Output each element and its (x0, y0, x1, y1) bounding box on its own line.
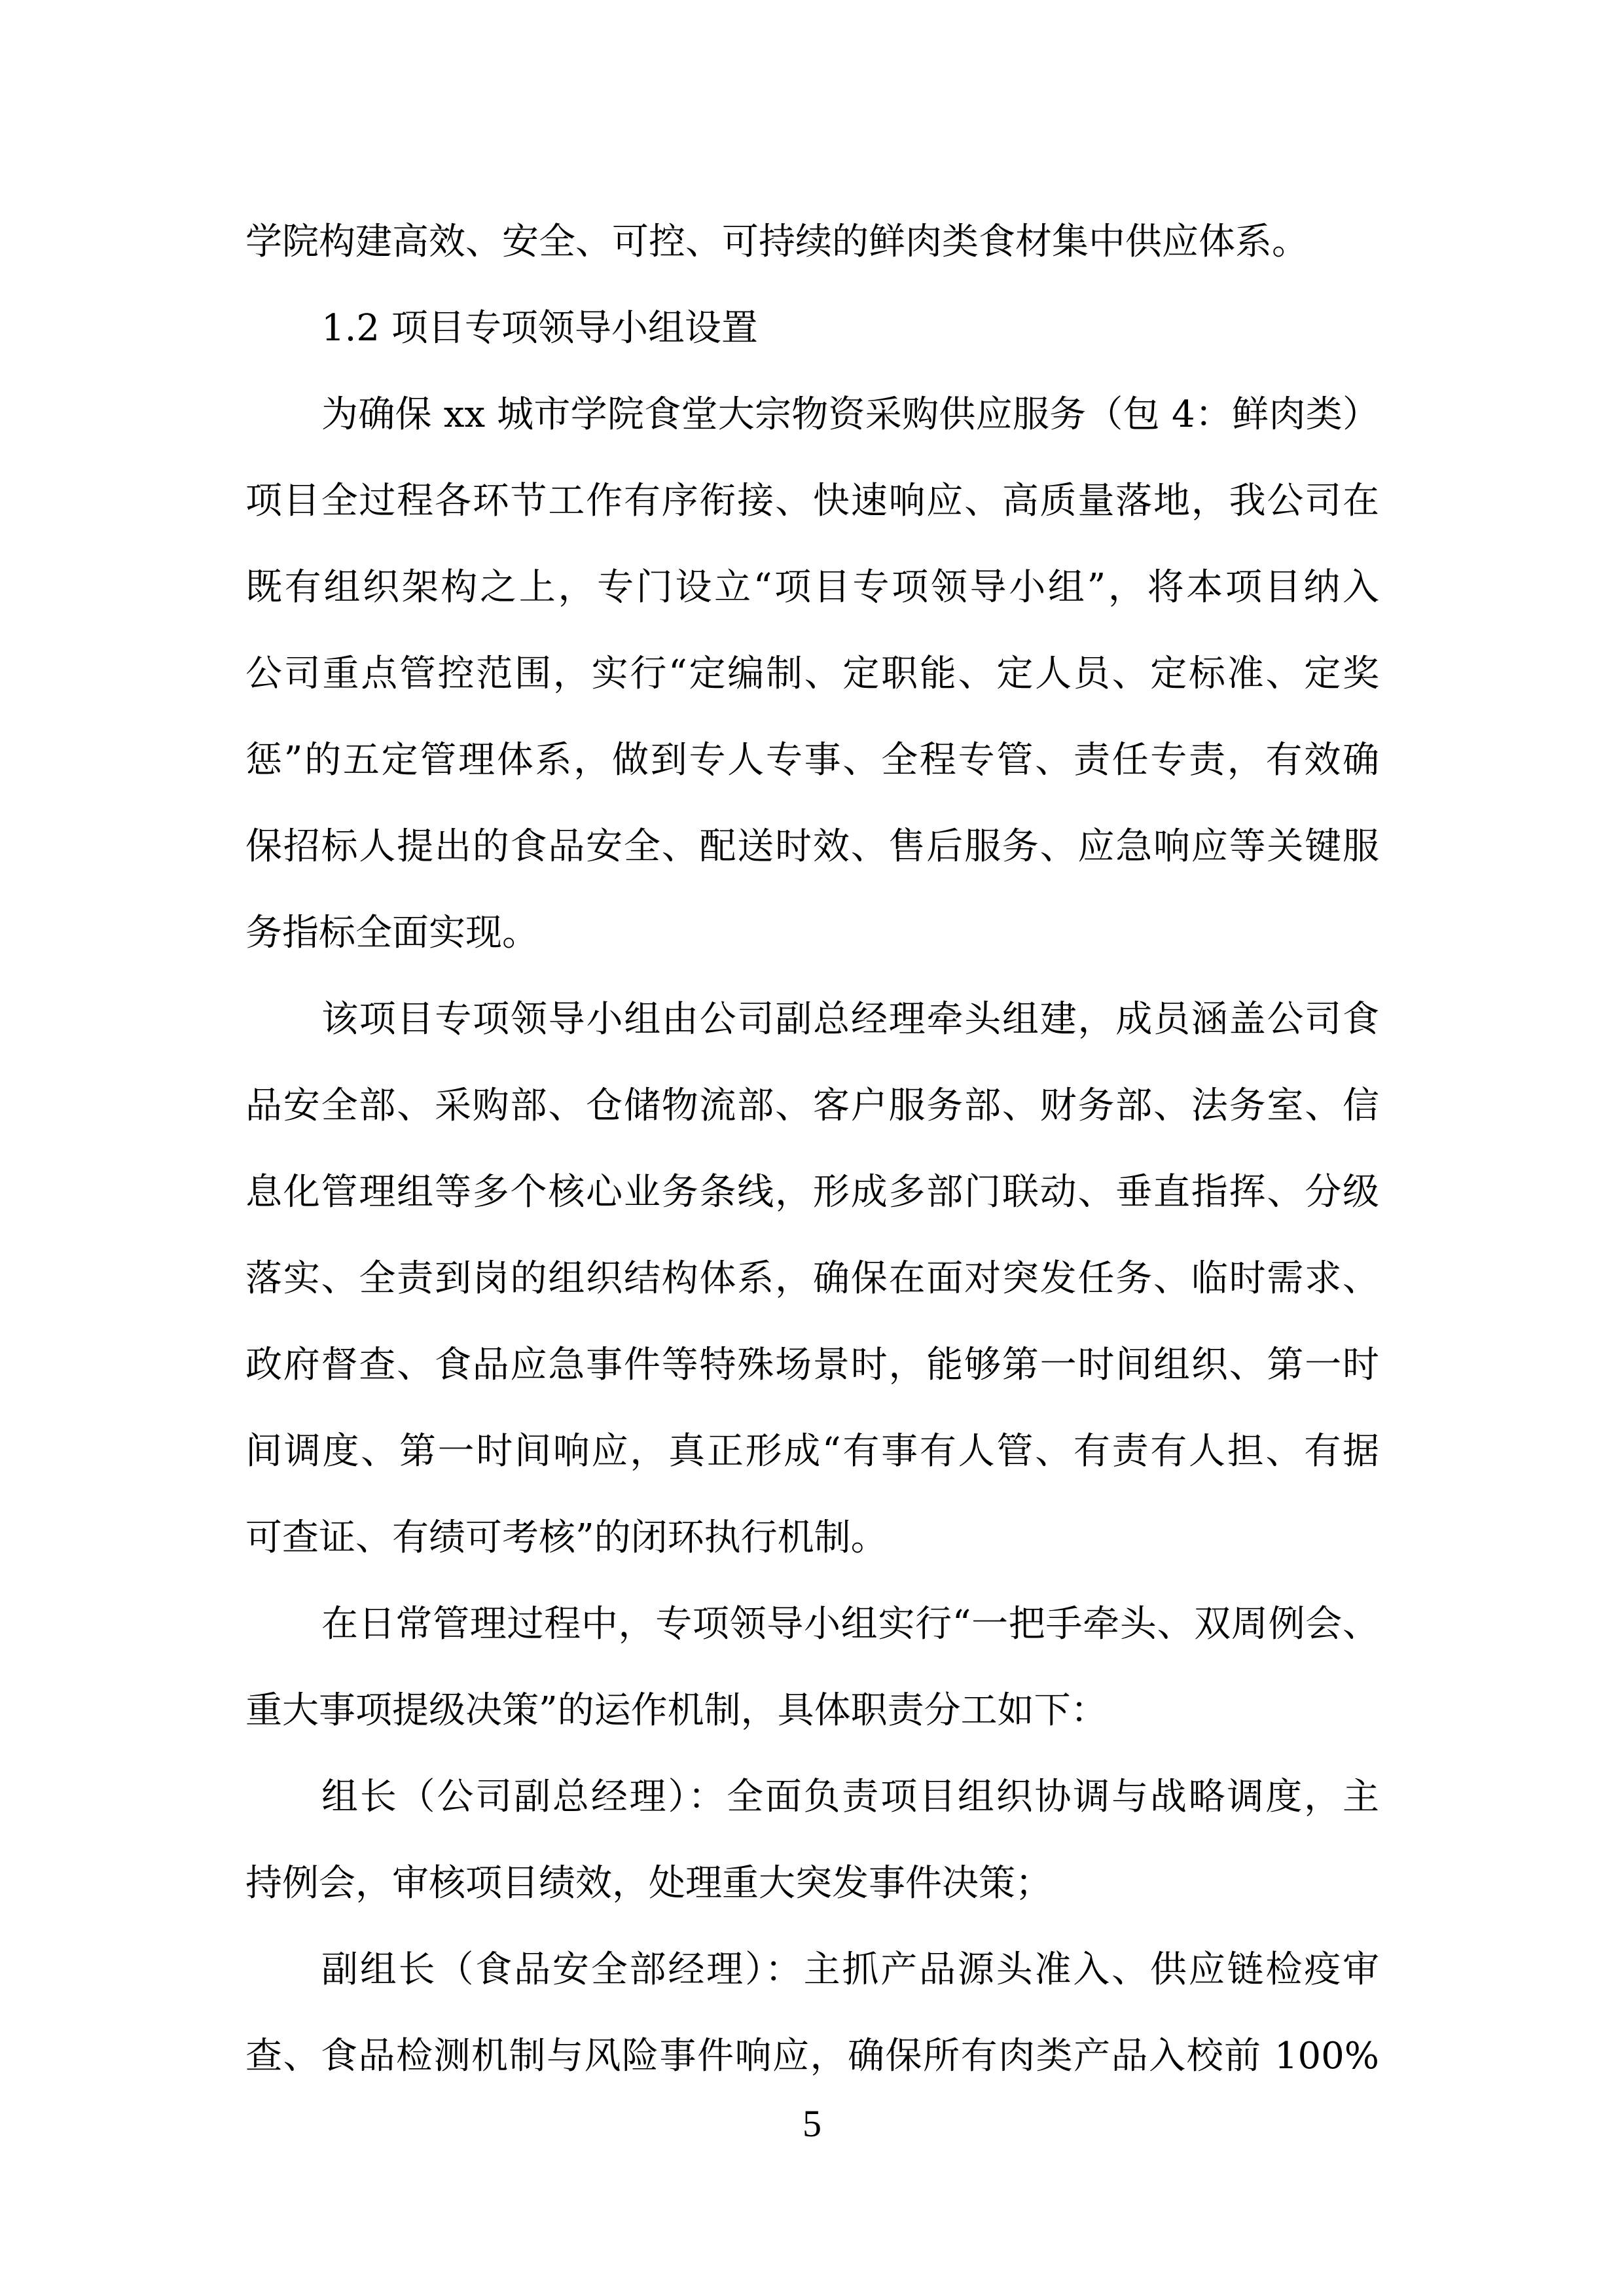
text-line-10: 该项目专项领导小组由公司副总经理牵头组建，成员涵盖公司食 (321, 998, 1379, 1041)
text-line-9: 务指标全面实现。 (245, 912, 539, 954)
text-line-16: 可查证、有绩可考核”的闭环执行机制。 (245, 1516, 888, 1559)
text-line-6: 公司重点管控范围，实行“定编制、定职能、定人员、定标准、定奖 (245, 653, 1379, 695)
text-line-17: 在日常管理过程中，专项领导小组实行“一把手牵头、双周例会、 (321, 1603, 1379, 1645)
text-line-21: 副组长（食品安全部经理）：主抓产品源头准入、供应链检疫审 (321, 1948, 1379, 1991)
text-line-20: 持例会，审核项目绩效，处理重大突发事件决策； (245, 1862, 1052, 1905)
text-line-13: 落实、全责到岗的组织结构体系，确保在面对突发任务、临时需求、 (245, 1257, 1379, 1300)
text-line-19: 组长（公司副总经理）：全面负责项目组织协调与战略调度，主 (321, 1776, 1379, 1818)
section-heading: 1.2 项目专项领导小组设置 (321, 307, 758, 350)
page-number: 5 (803, 2102, 821, 2145)
text-line-8: 保招标人提出的食品安全、配送时效、售后服务、应急响应等关键服 (245, 825, 1379, 868)
text-line-11: 品安全部、采购部、仓储物流部、客户服务部、财务部、法务室、信 (245, 1085, 1379, 1127)
text-line-3: 为确保 xx 城市学院食堂大宗物资采购供应服务（包 4：鲜肉类） (321, 393, 1379, 436)
text-line-1: 学院构建高效、安全、可控、可持续的鲜肉类食材集中供应体系。 (245, 221, 1308, 263)
text-line-15: 间调度、第一时间响应，真正形成“有事有人管、有责有人担、有据 (245, 1430, 1379, 1473)
text-line-22: 查、食品检测机制与风险事件响应，确保所有肉类产品入校前 100% (245, 2035, 1379, 2077)
text-line-5: 既有组织架构之上，专门设立“项目专项领导小组”，将本项目纳入 (245, 566, 1379, 609)
text-line-7: 惩”的五定管理体系，做到专人专事、全程专管、责任专责，有效确 (245, 739, 1379, 781)
text-line-18: 重大事项提级决策”的运作机制，具体职责分工如下： (245, 1689, 1108, 1732)
text-line-12: 息化管理组等多个核心业务条线，形成多部门联动、垂直指挥、分级 (245, 1171, 1379, 1213)
text-line-4: 项目全过程各环节工作有序衔接、快速响应、高质量落地，我公司在 (245, 480, 1379, 522)
text-line-14: 政府督查、食品应急事件等特殊场景时，能够第一时间组织、第一时 (245, 1344, 1379, 1386)
